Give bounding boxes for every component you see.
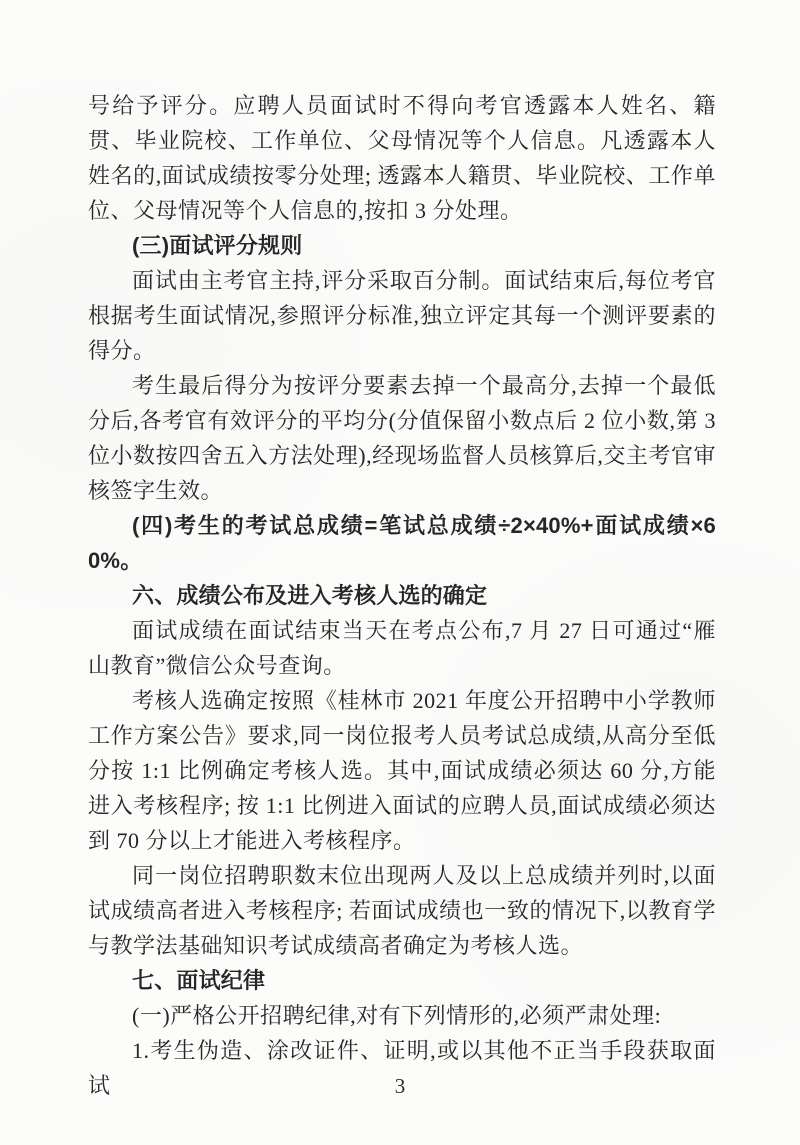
sub-heading-interview-scoring-rules: (三)面试评分规则 [132,233,303,258]
paragraph-tie-breaking-rules: 同一岗位招聘职数末位出现两人及以上总成绩并列时,以面试成绩高者进入考核程序; 若面试成绩也一致的情况下,以教育学与教学法基础知识考试成绩高者确定为考核人选。 [88,863,716,958]
paragraph-results-publication: 面试成绩在面试结束当天在考点公布,7 月 27 日可通过“雁山教育”微信公众号查询。 [88,618,716,678]
paragraph-discipline-intro: (一)严格公开招聘纪律,对有下列情形的,必须严肃处理: [132,1003,662,1028]
paragraph-candidate-selection-rules: 考核人选确定按照《桂林市 2021 年度公开招聘中小学教师工作方案公告》要求,同一岗位报考人员考试总成绩,从高分至低分按 1:1 比例确定考核人选。其中,面试成绩必须达 60 分,方能进入考核程序; 按 1:1 比例进入面试的应聘人员,面试成绩必须达到 70 分以上才能进入考核程序。 [88,688,716,853]
paragraph-discipline-item-1: 1.考生伪造、涂改证件、证明,或以其他不正当手段获取面试 [88,1038,716,1098]
section-heading-six-results-announcement: 六、成绩公布及进入考核人选的确定 [132,583,488,608]
page-number: 3 [394,1074,406,1098]
paragraph-final-score-calculation: 考生最后得分为按评分要素去掉一个最高分,去掉一个最低分后,各考官有效评分的平均分(分值保留小数点后 2 位小数,第 3 位小数按四舍五入方法处理),经现场监督人员核算后,交主考官审核签字生效。 [88,373,716,503]
section-heading-seven-interview-discipline: 七、面试纪律 [132,968,266,993]
sub-heading-total-score-formula: (四)考生的考试总成绩=笔试总成绩÷2×40%+面试成绩×60%。 [88,513,716,573]
paragraph-continuation: 号给予评分。应聘人员面试时不得向考官透露本人姓名、籍贯、毕业院校、工作单位、父母情况等个人信息。凡透露本人姓名的,面试成绩按零分处理; 透露本人籍贯、毕业院校、工作单位、父母情况等个人信息的,按扣 3 分处理。 [88,93,716,223]
paragraph-scoring-procedure: 面试由主考官主持,评分采取百分制。面试结束后,每位考官根据考生面试情况,参照评分标准,独立评定其每一个测评要素的得分。 [88,268,716,363]
